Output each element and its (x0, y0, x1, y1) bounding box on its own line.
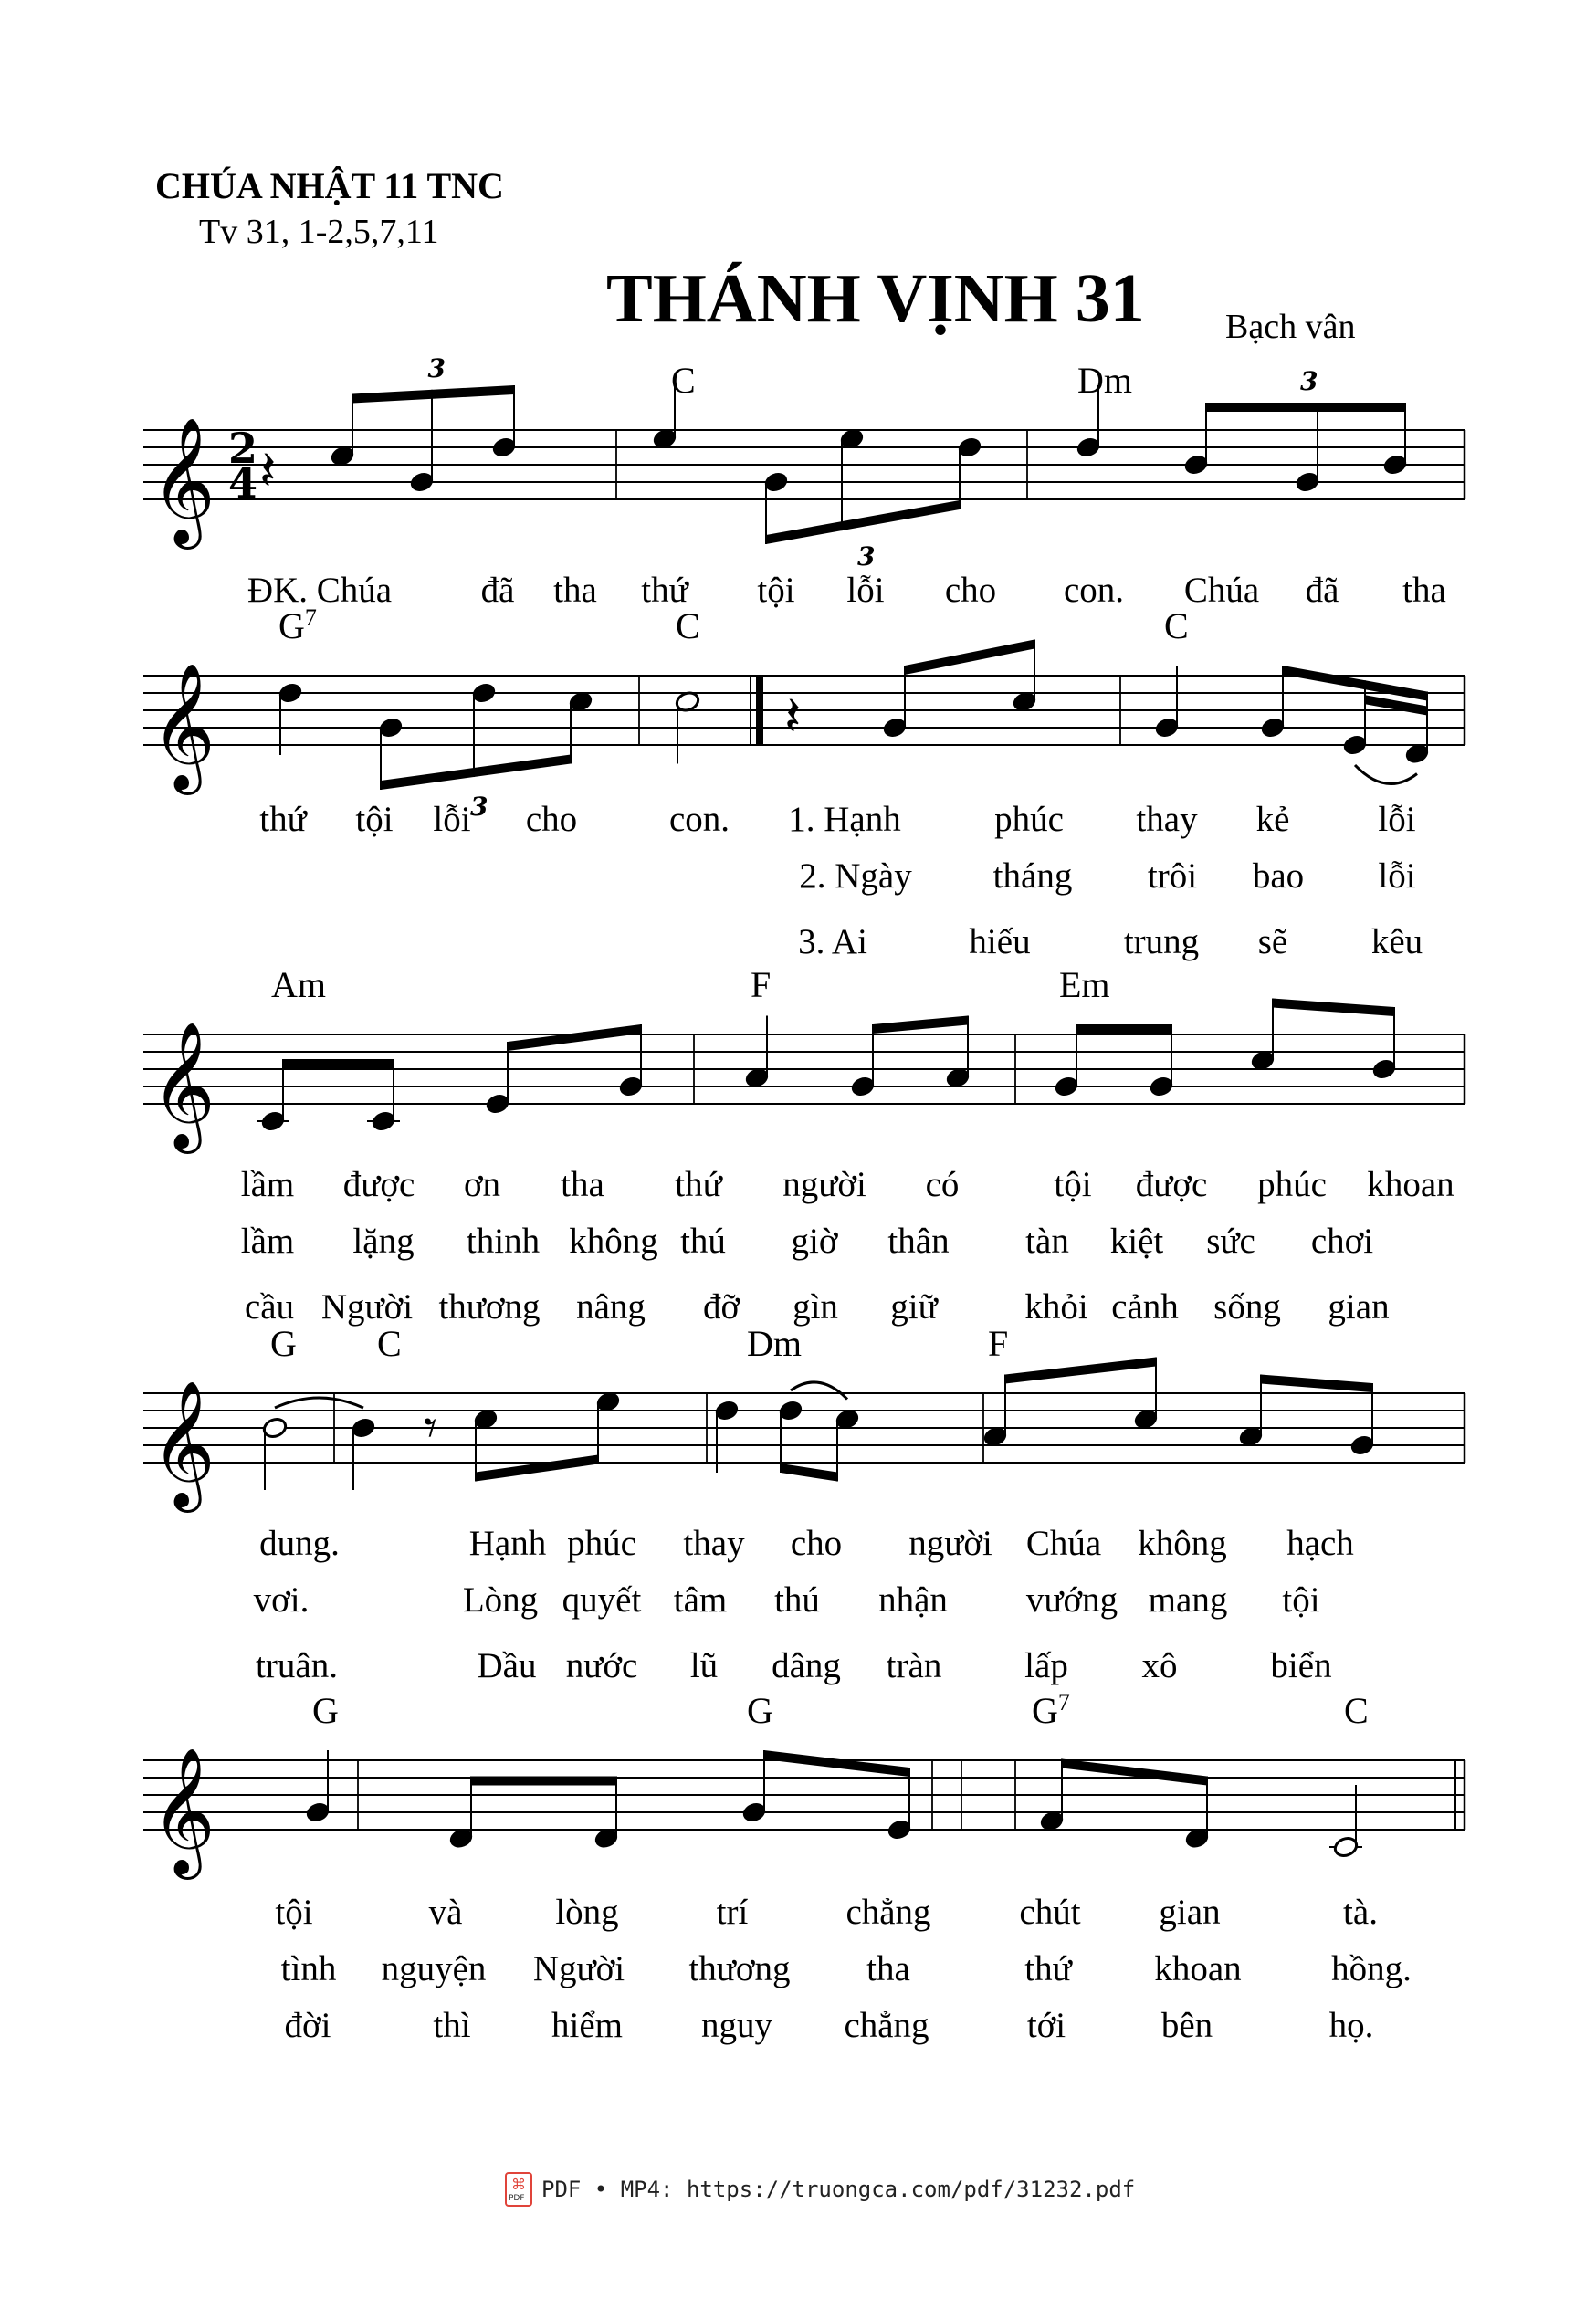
lyric-syllable: Dầu (477, 1646, 537, 1685)
lyric-syllable: xô (1141, 1646, 1178, 1685)
lyric-syllable: dâng (772, 1646, 841, 1685)
lyric-syllable: lỗi (433, 800, 471, 839)
lyric-syllable: 1. Hạnh (788, 800, 901, 839)
beam (476, 1455, 598, 1482)
lyric-syllable: thứ (259, 800, 307, 839)
lyric-syllable: tháng (992, 856, 1073, 896)
slur (1355, 765, 1417, 783)
lyric-syllable: Người (532, 1949, 625, 1988)
lyric-syllable: người (782, 1165, 866, 1204)
lyric-syllable: chơi (1310, 1222, 1374, 1261)
chord-symbol: $G^7$ (1032, 1689, 1070, 1731)
lyric-verse-2 (0, 1948, 1596, 1994)
lyric-syllable: tội (1054, 1165, 1092, 1204)
lyric-syllable: thay (683, 1524, 745, 1563)
lyric-syllable: được (342, 1165, 415, 1204)
lyric-syllable: thương (438, 1287, 541, 1327)
lyric-syllable: Hạnh (468, 1524, 547, 1563)
triplet-marker: 3 (1300, 366, 1318, 396)
lyric-syllable: thì (433, 2006, 471, 2045)
beam (905, 640, 1034, 676)
beam (352, 385, 514, 404)
lyric-syllable: Chúa (1183, 571, 1260, 610)
lyric-syllable: khoan (1367, 1165, 1454, 1204)
staff-system (143, 640, 1465, 822)
lyric-syllable: phúc (567, 1524, 636, 1563)
lyric-syllable: giữ (890, 1287, 938, 1327)
lyric-syllable: cho (790, 1524, 843, 1563)
lyric-syllable: ĐK. Chúa (247, 571, 393, 610)
lyric-syllable: thương (688, 1949, 791, 1988)
lyric-syllable: sức (1206, 1222, 1255, 1261)
treble-clef-icon: 𝄞 (151, 663, 215, 790)
beam (471, 1777, 616, 1786)
slur (791, 1382, 847, 1400)
occasion-heading: CHÚA NHẬT 11 TNC (155, 165, 504, 206)
triplet-marker: 3 (470, 791, 488, 822)
chord-symbol: G (312, 1690, 339, 1731)
double-barline (756, 676, 763, 745)
slur (275, 1398, 363, 1408)
lyric-syllable: đời (284, 2006, 331, 2045)
lyric-syllable: tha (561, 1165, 604, 1204)
staff-system (143, 999, 1465, 1155)
lyric-syllable: và (428, 1893, 463, 1932)
beam (873, 1016, 968, 1034)
lyric-syllable: hồng. (1331, 1949, 1412, 1988)
lyric-syllable: trung (1123, 922, 1200, 961)
lyric-verse-2 (0, 1221, 1596, 1266)
lyric-syllable: cảnh (1111, 1287, 1179, 1327)
chord-symbol: G (270, 1323, 297, 1364)
lyric-syllable: tâm (673, 1580, 728, 1620)
lyric-syllable: lặng (352, 1222, 415, 1261)
lyric-verse-1 (0, 1892, 1596, 1937)
lyric-syllable: con. (1063, 571, 1125, 610)
lyric-syllable: lầm (240, 1222, 295, 1261)
beam (1062, 1759, 1207, 1786)
staff-system (143, 353, 1465, 572)
lyric-syllable: kêu (1370, 922, 1423, 961)
lyric-syllable: vơi. (253, 1580, 310, 1620)
lyric-syllable: lỗi (1378, 856, 1416, 896)
lyric-verse-2 (0, 855, 1596, 901)
beam (781, 1464, 837, 1482)
triplet-marker: 3 (857, 541, 876, 572)
lyric-syllable: tà. (1343, 1893, 1378, 1932)
beam (508, 1024, 641, 1051)
beam (1005, 1358, 1156, 1384)
lyric-syllable: ơn (463, 1165, 501, 1204)
lyric-syllable: 2. Ngày (799, 856, 912, 896)
lyric-syllable: 3. Ai (798, 922, 867, 961)
time-signature-bottom: 4 (228, 458, 258, 508)
lyric-syllable: cho (525, 800, 578, 839)
lyric-syllable: đỡ (702, 1287, 740, 1327)
chord-symbol: $G^7$ (278, 604, 317, 646)
chord-symbol: C (377, 1323, 402, 1364)
quarter-rest-icon: 𝄽 (259, 439, 277, 503)
lyric-syllable: gìn (793, 1287, 838, 1327)
lyric-syllable: quyết (562, 1580, 642, 1620)
beam (766, 500, 960, 544)
acrobat-icon: ⌘ (511, 2176, 526, 2193)
time-signature-top: 2 (228, 424, 258, 473)
lyric-syllable: tội (757, 571, 795, 610)
treble-clef-icon: 𝄞 (151, 1747, 215, 1874)
lyric-syllable: giờ (791, 1222, 838, 1261)
beam (1273, 999, 1394, 1017)
lyric-syllable: tội (355, 800, 394, 839)
lyric-syllable: cho (944, 571, 997, 610)
lyric-syllable: trí (716, 1893, 749, 1932)
treble-clef-icon: 𝄞 (151, 1022, 215, 1149)
lyric-verse-1 (0, 1164, 1596, 1210)
lyric-syllable: nước (565, 1646, 638, 1685)
lyric-syllable: lòng (555, 1893, 619, 1932)
lyric-syllable: bên (1160, 2006, 1213, 2045)
lyric-verse-1 (0, 570, 1596, 615)
lyric-syllable: thứ (641, 571, 688, 610)
treble-clef-icon: 𝄞 (151, 417, 215, 544)
lyric-syllable: gian (1328, 1287, 1390, 1327)
eighth-rest-icon: 𝄾 (424, 1399, 437, 1458)
chord-symbol: C (1164, 605, 1189, 646)
lyric-syllable: tha (553, 571, 597, 610)
lyric-syllable: hạch (1286, 1524, 1354, 1563)
pdf-icon-label: PDF (509, 2194, 525, 2203)
chord-symbol: Am (271, 964, 326, 1005)
chord-symbol: C (1344, 1690, 1369, 1731)
lyric-verse-2 (0, 1579, 1596, 1625)
lyric-syllable: Chúa (1025, 1524, 1102, 1563)
beam (381, 755, 571, 791)
lyric-syllable: kẻ (1255, 800, 1290, 839)
lyric-syllable: nhận (878, 1580, 948, 1620)
lyric-syllable: chẳng (845, 1893, 931, 1932)
lyric-verse-1 (0, 799, 1596, 845)
lyric-syllable: thú (680, 1222, 726, 1261)
lyric-syllable: biển (1270, 1646, 1332, 1685)
lyric-syllable: thứ (675, 1165, 722, 1204)
lyric-syllable: tràn (886, 1646, 942, 1685)
beam (1206, 403, 1405, 412)
lyric-syllable: tha (866, 1949, 910, 1988)
lyric-syllable: Người (320, 1287, 414, 1327)
song-title: THÁNH VỊNH 31 (606, 260, 1145, 337)
lyric-syllable: lỗi (1378, 800, 1416, 839)
lyric-syllable: họ. (1328, 2006, 1374, 2045)
chord-symbol: G (747, 1690, 773, 1731)
psalm-reference: Tv 31, 1-2,5,7,11 (199, 213, 439, 251)
lyric-syllable: đã (480, 571, 515, 610)
lyric-syllable: tội (1282, 1580, 1320, 1620)
lyric-syllable: tàn (1025, 1222, 1069, 1261)
lyric-syllable: dung. (259, 1524, 340, 1563)
chord-symbol: Em (1059, 964, 1110, 1005)
lyric-syllable: con. (668, 800, 730, 839)
lyric-syllable: gian (1159, 1893, 1221, 1932)
lyric-syllable: thinh (466, 1222, 541, 1261)
lyric-syllable: thứ (1024, 1949, 1072, 1988)
lyric-syllable: người (908, 1524, 992, 1563)
lyric-syllable: sẽ (1257, 922, 1288, 961)
lyric-syllable: khỏi (1024, 1287, 1088, 1327)
lyric-syllable: được (1135, 1165, 1208, 1204)
lyric-syllable: lũ (689, 1646, 719, 1685)
lyric-syllable: chút (1019, 1893, 1081, 1932)
chord-symbol: F (988, 1323, 1009, 1364)
lyric-syllable: bao (1252, 856, 1305, 896)
lyric-syllable: lỗi (846, 571, 885, 610)
beam (764, 1750, 909, 1777)
chord-symbol: C (676, 605, 700, 646)
lyric-verse-3 (0, 1645, 1596, 1691)
chord-symbol: C (671, 360, 696, 401)
beam (1076, 1024, 1171, 1034)
lyric-syllable: tình (280, 1949, 337, 1988)
lyric-syllable: khoan (1154, 1949, 1242, 1988)
beam (283, 1059, 394, 1068)
triplet-marker: 3 (427, 352, 446, 383)
quarter-rest-icon: 𝄽 (784, 685, 802, 749)
lyric-syllable: trôi (1147, 856, 1198, 896)
lyric-syllable: phúc (994, 800, 1064, 839)
lyric-syllable: hiếu (969, 922, 1031, 961)
footer-text[interactable]: PDF • MP4: https://truongca.com/pdf/31232.pdf (541, 2177, 1136, 2202)
lyric-syllable: đã (1305, 571, 1339, 610)
lyric-syllable: thú (774, 1580, 820, 1620)
lyric-verse-1 (0, 1523, 1596, 1569)
footer-link[interactable] (505, 2171, 1135, 2208)
beam (1261, 1375, 1372, 1393)
lyric-syllable: hiểm (551, 2006, 623, 2045)
lyric-syllable: nguy (701, 2006, 772, 2045)
chord-symbol: Dm (1077, 360, 1132, 401)
staff-system (143, 1358, 1465, 1514)
lyric-syllable: kiệt (1109, 1222, 1164, 1261)
chord-symbol: Dm (747, 1323, 802, 1364)
lyric-syllable: cầu (244, 1287, 295, 1327)
treble-clef-icon: 𝄞 (151, 1380, 215, 1507)
beam (1283, 666, 1427, 701)
staff-system (143, 1747, 1465, 1880)
pdf-icon (505, 2172, 532, 2207)
lyric-verse-3 (0, 2005, 1596, 2051)
lyric-syllable: nguyện (381, 1949, 487, 1988)
lyric-syllable: không (569, 1222, 658, 1261)
lyric-syllable: tới (1026, 2006, 1066, 2045)
chord-symbol: F (751, 964, 772, 1005)
lyric-syllable: vướng (1025, 1580, 1118, 1620)
lyric-syllable: tội (275, 1893, 313, 1932)
composer-name: Bạch vân (1225, 308, 1356, 346)
lyric-syllable: tha (1402, 571, 1446, 610)
lyric-syllable: lầm (240, 1165, 295, 1204)
lyric-syllable: có (925, 1165, 960, 1204)
lyric-syllable: thân (887, 1222, 950, 1261)
lyric-syllable: thay (1136, 800, 1198, 839)
lyric-syllable: truân. (256, 1646, 338, 1685)
lyric-syllable: Lòng (462, 1580, 539, 1620)
lyric-syllable: mang (1148, 1580, 1228, 1620)
lyric-syllable: lấp (1024, 1646, 1068, 1685)
lyric-syllable: không (1138, 1524, 1227, 1563)
lyric-syllable: nâng (576, 1287, 646, 1327)
lyric-syllable: sống (1213, 1287, 1281, 1327)
lyric-verse-3 (0, 921, 1596, 967)
lyric-syllable: phúc (1257, 1165, 1327, 1204)
lyric-syllable: chẳng (844, 2006, 929, 2045)
